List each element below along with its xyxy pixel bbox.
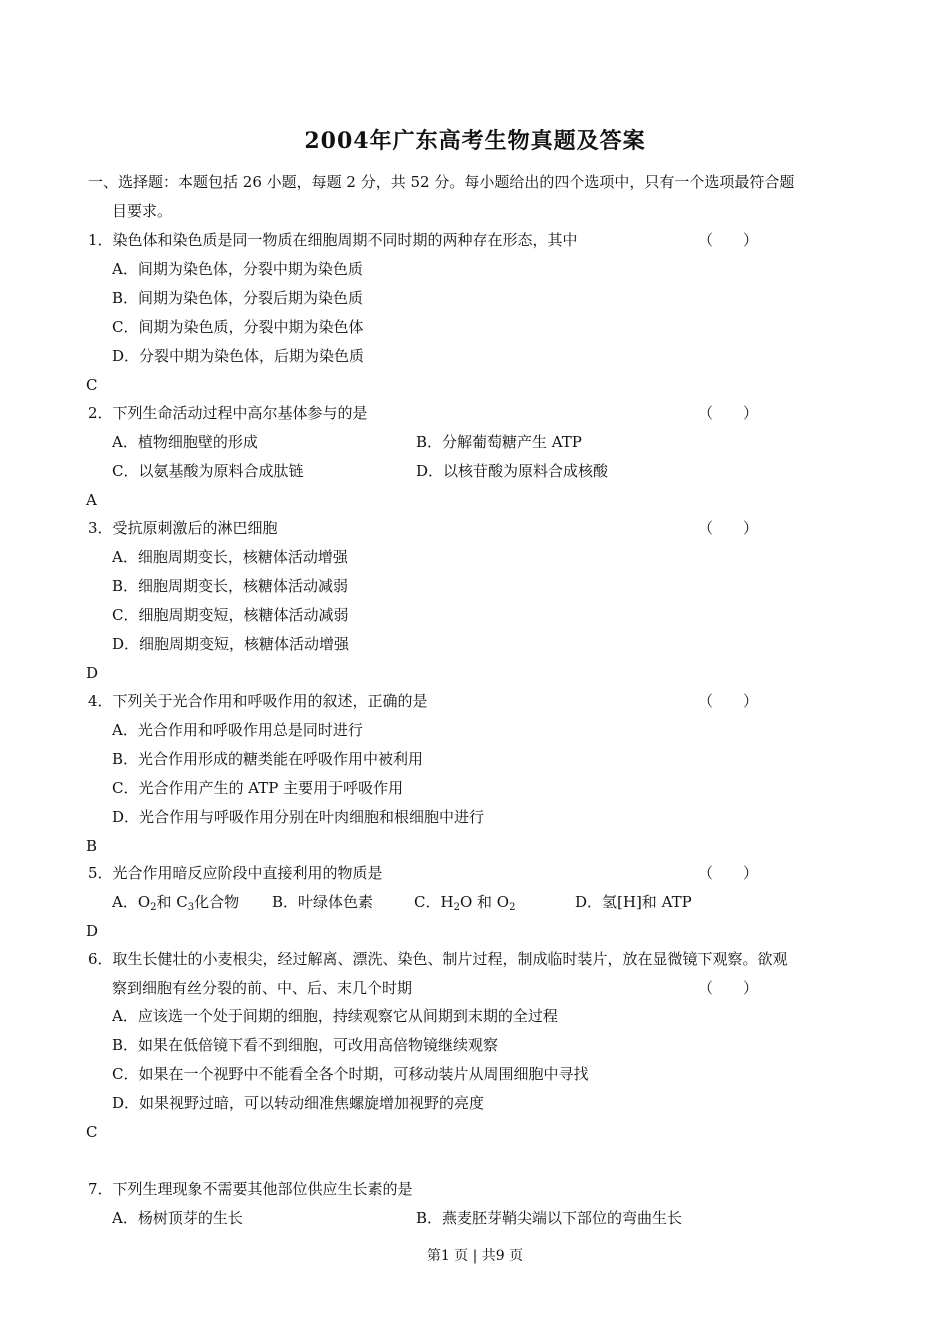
q6-stem-line-1: 6．取生长健壮的小麦根尖，经过解离、漂洗、染色、制片过程，制成临时装片，放在显微镜下观察。欲观 <box>88 950 788 968</box>
q1-answer: C <box>86 376 98 394</box>
q6-answer: C <box>86 1123 98 1141</box>
q6-option-c: C．如果在一个视野中不能看全各个时期，可移动装片从周围细胞中寻找 <box>112 1065 589 1083</box>
q2-option-a: A．植物细胞壁的形成 <box>112 433 258 451</box>
q3-option-b: B．细胞周期变长，核糖体活动减弱 <box>112 577 349 595</box>
q7-option-a: A．杨树顶芽的生长 <box>112 1209 243 1227</box>
q5-answer: D <box>86 922 99 940</box>
q3-stem: 3．受抗原刺激后的淋巴细胞 <box>88 519 278 537</box>
section-intro-line-1: 一、选择题：本题包括 26 小题，每题 2 分，共 52 分。每小题给出的四个选项中，只有一个选项最符合题 <box>88 173 795 191</box>
page-title: 2004年广东高考生物真题及答案 <box>304 128 646 154</box>
q2-option-c: C．以氨基酸为原料合成肽链 <box>112 462 304 480</box>
q1-option-c: C．间期为染色质，分裂中期为染色体 <box>112 318 364 336</box>
q3-option-a: A．细胞周期变长，核糖体活动增强 <box>112 548 348 566</box>
page-footer: 第1 页 | 共9 页 <box>426 1248 524 1264</box>
q4-option-b: B．光合作用形成的糖类能在呼吸作用中被利用 <box>112 750 424 768</box>
q7-option-b: B．燕麦胚芽鞘尖端以下部位的弯曲生长 <box>416 1209 683 1227</box>
q4-option-d: D．光合作用与呼吸作用分别在叶肉细胞和根细胞中进行 <box>112 808 485 826</box>
q3-answer: D <box>86 664 99 682</box>
q4-answer-blank: （ ） <box>698 692 759 710</box>
q5-stem: 5．光合作用暗反应阶段中直接利用的物质是 <box>88 864 383 882</box>
q5-option-c: C．$H_2O$ 和 $O_2$ <box>414 893 516 913</box>
q4-answer: B <box>86 837 98 855</box>
q1-option-a: A．间期为染色体，分裂中期为染色质 <box>112 260 363 278</box>
q7-stem: 7．下列生理现象不需要其他部位供应生长素的是 <box>88 1180 413 1198</box>
q5-option-b: B．叶绿体色素 <box>272 893 374 911</box>
q3-option-d: D．细胞周期变短，核糖体活动增强 <box>112 635 350 653</box>
q1-option-b: B．间期为染色体，分裂后期为染色质 <box>112 289 364 307</box>
q6-answer-blank: （ ） <box>698 979 759 997</box>
q6-option-d: D．如果视野过暗，可以转动细准焦螺旋增加视野的亮度 <box>112 1094 485 1112</box>
q2-option-b: B．分解葡萄糖产生 ATP <box>416 433 582 451</box>
q2-answer-blank: （ ） <box>698 404 759 422</box>
q2-option-d: D．以核苷酸为原料合成核酸 <box>416 462 609 480</box>
q6-option-b: B．如果在低倍镜下看不到细胞，可改用高倍物镜继续观察 <box>112 1036 499 1054</box>
q4-option-a: A．光合作用和呼吸作用总是同时进行 <box>112 721 363 739</box>
q2-stem: 2．下列生命活动过程中高尔基体参与的是 <box>88 404 368 422</box>
q5-answer-blank: （ ） <box>698 864 759 882</box>
q1-option-d: D．分裂中期为染色体，后期为染色质 <box>112 347 365 365</box>
q6-option-a: A．应该选一个处于间期的细胞，持续观察它从间期到末期的全过程 <box>112 1007 558 1025</box>
q1-stem: 1．染色体和染色质是同一物质在细胞周期不同时期的两种存在形态，其中 <box>88 231 578 249</box>
q3-option-c: C．细胞周期变短，核糖体活动减弱 <box>112 606 349 624</box>
q4-stem: 4．下列关于光合作用和呼吸作用的叙述，正确的是 <box>88 692 428 710</box>
q5-option-a: A．$O_2$和 $C_3$化合物 <box>112 893 240 913</box>
q1-answer-blank: （ ） <box>698 231 759 249</box>
q2-answer: A <box>86 491 97 509</box>
q5-option-d: D．氢[H]和 ATP <box>575 893 692 911</box>
q4-option-c: C．光合作用产生的 ATP 主要用于呼吸作用 <box>112 779 404 797</box>
q3-answer-blank: （ ） <box>698 519 759 537</box>
section-intro-line-2: 目要求。 <box>112 202 173 220</box>
q6-stem-line-2: 察到细胞有丝分裂的前、中、后、末几个时期 <box>112 979 413 997</box>
